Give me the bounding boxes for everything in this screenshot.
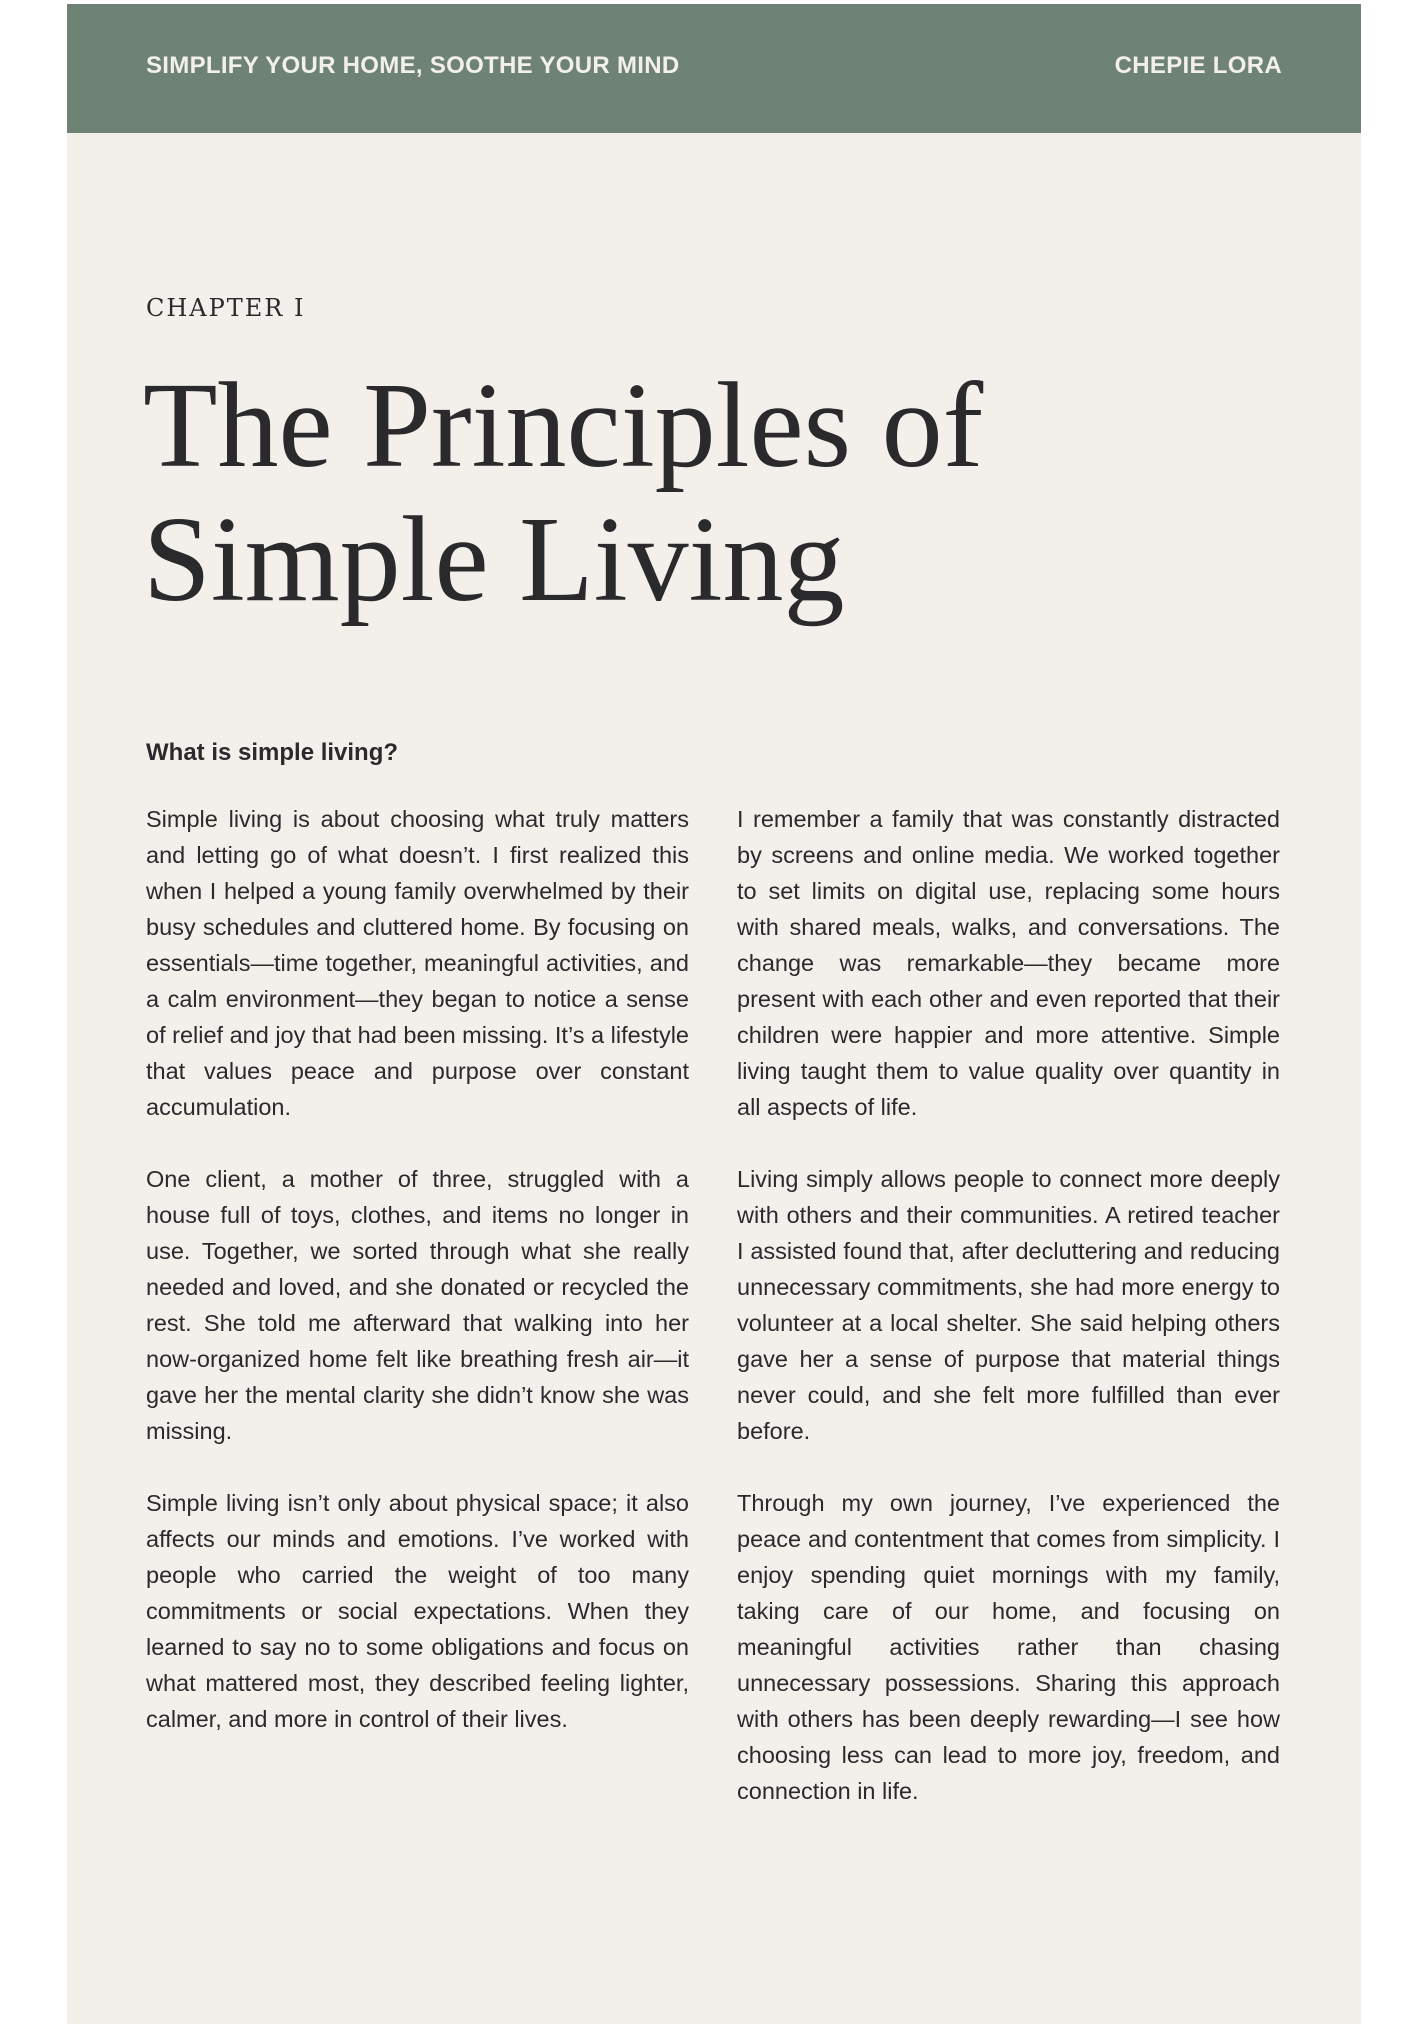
paragraph: Through my own journey, I’ve experienced the peace and contentment that comes from simplicity. I enjoy spending quiet mornings with my family, taking care of our home, and focusing on meaningful activities rather than chasing unnecessary possessions. Sharing this approach with others has been deeply rewarding—I see how choosing less can lead to more joy, freedom, and connection in life. (737, 1490, 1280, 1804)
title-line-2: Simple Living (143, 492, 845, 627)
series-title: SIMPLIFY YOUR HOME, SOOTHE YOUR MIND (146, 52, 680, 79)
paragraph: I remember a family that was constantly distracted by screens and online media. We worked together to set limits on digital use, replacing some hours with shared meals, walks, and conversations. The change was remarkable—they became more present with each other and even reported that their children were happier and more attentive. Simple living taught them to value quality over quantity in all aspects of life. (737, 806, 1280, 1120)
chapter-label: CHAPTER I (146, 294, 306, 322)
chapter-title (143, 359, 1243, 627)
paragraph: Simple living is about choosing what truly matters and letting go of what doesn’t. I first realized this when I helped a young family overwhelmed by their busy schedules and cluttered home. By focusing on essentials—time together, meaningful activities, and a calm environment—they began to notice a sense of relief and joy that had been missing. It’s a lifestyle that values peace and purpose over constant accumulation. (146, 806, 689, 1120)
left-column (146, 801, 689, 1773)
document-page (67, 4, 1361, 2024)
title-line-1: The Principles of (143, 358, 984, 493)
paragraph: Simple living isn’t only about physical space; it also affects our minds and emotions. I’ve worked with people who carried the weight of too many commitments or social expectations. When they learned to say no to some obligations and focus on what mattered most, they described feeling lighter, calmer, and more in control of their lives. (146, 1490, 689, 1732)
author-name: CHEPIE LORA (1114, 52, 1282, 79)
paragraph: One client, a mother of three, struggled with a house full of toys, clothes, and items no longer in use. Together, we sorted through what she really needed and loved, and she donated or recycled the rest. She told me afterward that walking into her now-organized home felt like breathing fresh air—it gave her the mental clarity she didn’t know she was missing. (146, 1166, 689, 1444)
paragraph: Living simply allows people to connect more deeply with others and their communities. A retired teacher I assisted found that, after decluttering and reducing unnecessary commitments, she had more energy to volunteer at a local shelter. She said helping others gave her a sense of purpose that material things never could, and she felt more fulfilled than ever before. (737, 1166, 1280, 1444)
page-header (67, 4, 1361, 133)
right-column (737, 801, 1280, 1845)
section-heading: What is simple living? (146, 739, 399, 766)
